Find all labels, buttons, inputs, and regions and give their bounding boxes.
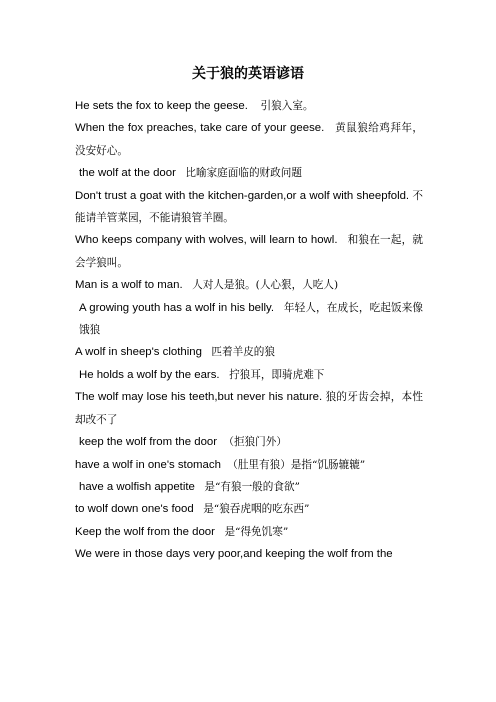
proverb-chinese: 黄鼠狼给鸡拜年，没安好心。 (75, 122, 424, 157)
proverb-english: He holds a wolf by the ears. (79, 368, 220, 381)
proverb-english: the wolf at the door (79, 167, 176, 180)
proverb-line (75, 297, 423, 342)
proverb-english: A wolf in sheep's clothing (75, 346, 202, 359)
proverb-line (75, 162, 423, 184)
proverb-line (75, 454, 423, 476)
proverb-english: to wolf down one's food (75, 503, 194, 516)
proverb-english: When the fox preaches, take care of your geese. (75, 122, 325, 135)
proverb-english: Man is a wolf to man. (75, 279, 183, 292)
proverb-english: The wolf may lose his teeth,but never his nature. (75, 391, 323, 404)
proverb-line (75, 498, 423, 520)
proverb-english: have a wolfish appetite (79, 480, 195, 493)
proverb-chinese: （拒狼门外） (223, 436, 287, 449)
proverb-chinese: 是“得免饥寒” (224, 525, 289, 538)
proverb-chinese: 人对人是狼。(人心狠，人吃人) (192, 279, 339, 292)
proverb-line (75, 521, 423, 543)
proverb-chinese: 拧狼耳，即骑虎难下 (229, 368, 325, 381)
proverb-line (75, 229, 423, 274)
proverb-english: Don't trust a goat with the kitchen-garden,or a wolf with sheepfold. (75, 189, 410, 202)
document-title: 关于狼的英语谚语 (192, 66, 304, 82)
proverb-english: Keep the wolf from the door (75, 525, 215, 538)
proverb-line (75, 386, 423, 431)
proverb-line (75, 117, 423, 162)
proverb-line (75, 341, 423, 363)
proverb-english: He sets the fox to keep the geese. (75, 100, 248, 112)
proverb-line (75, 364, 423, 386)
proverb-chinese: 是“有狼一般的食欲” (204, 480, 300, 493)
proverb-line (75, 95, 423, 117)
proverb-chinese: 是“狼吞虎咽的吃东西” (203, 503, 310, 516)
proverb-english: A growing youth has a wolf in his belly. (79, 301, 275, 314)
proverb-chinese: 比喻家庭面临的财政问题 (185, 167, 302, 180)
proverb-line (75, 476, 423, 498)
proverb-english: keep the wolf from the door (79, 436, 218, 449)
proverb-english: We were in those days very poor,and keeping the wolf from the (75, 548, 393, 561)
proverb-chinese: 狼的牙齿会掉，本性却改不了 (75, 391, 424, 426)
proverb-chinese: （肚里有狼）是指“饥肠辘辘” (227, 458, 366, 471)
proverb-chinese: 引狼入室。 (260, 100, 314, 112)
proverb-line (75, 543, 423, 565)
proverb-list (75, 95, 423, 566)
proverb-line (75, 185, 423, 230)
proverb-chinese: 匹着羊皮的狼 (211, 346, 275, 359)
proverb-chinese: 年轻人，在成长，吃起饭来像饿狼 (79, 301, 424, 337)
proverb-english: Who keeps company with wolves, will learn to howl. (75, 234, 338, 247)
proverb-chinese: 不能请羊管菜园，不能请狼管羊圈。 (75, 189, 423, 225)
proverb-line (75, 274, 423, 296)
proverb-english: have a wolf in one's stomach (75, 458, 221, 471)
proverb-line (75, 431, 423, 453)
proverb-chinese: 和狼在一起，就会学狼叫。 (75, 234, 424, 269)
